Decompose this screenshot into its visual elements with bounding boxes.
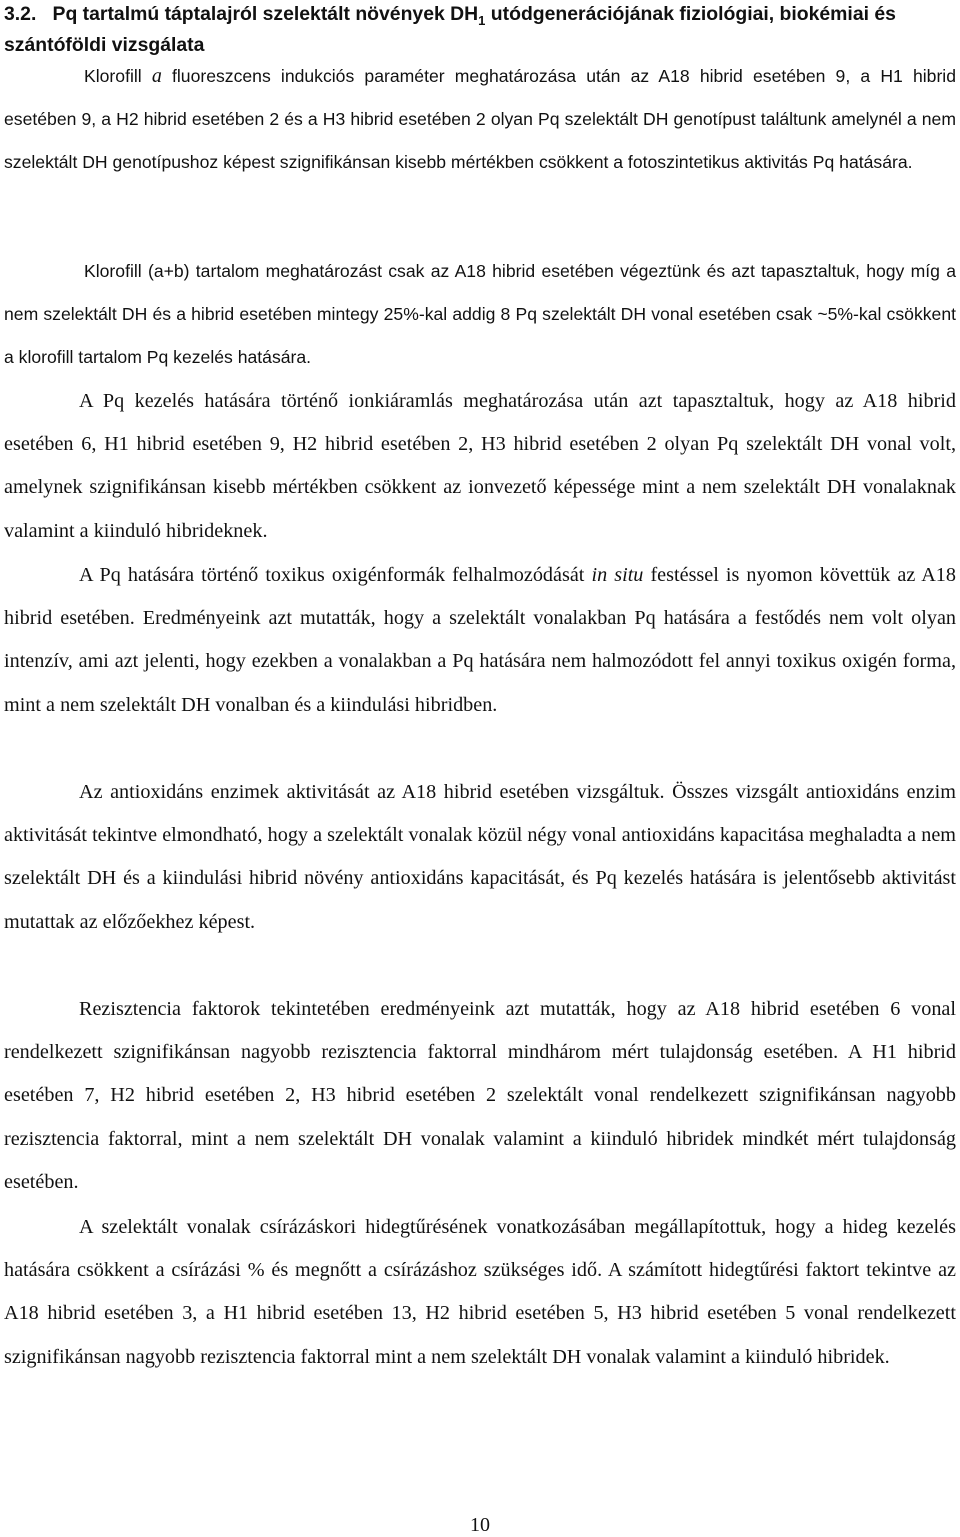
section-heading: [4, 0, 954, 61]
page-number: 10: [470, 1514, 490, 1536]
section-title-subscript: 1: [478, 12, 486, 28]
paragraph-ion-leakage: [4, 380, 956, 553]
paragraph-chlorophyll-content: [4, 250, 956, 380]
p1-italic-a: a: [151, 65, 162, 87]
paragraph-toxic-oxygen: [4, 554, 956, 727]
paragraph-antioxidant-enzymes: [4, 771, 956, 944]
p3-text: A Pq kezelés hatására történő ionkiáramlás meghatározása után azt tapasztaltuk, hogy az A18 hibrid esetében 6, H1 hibrid esetében 9, H2 hibrid esetében 2, H3 hibrid esetében 2 olyan Pq szelektált DH vonal volt, amelynek szignifikánsan kisebb mértékben csökkent az ionvezető képessége mint a nem szelektált DH vonalaknak valamint a kiinduló hibrideknek.: [4, 390, 956, 542]
paragraph-chlorophyll-fluorescence: [4, 55, 956, 185]
p4-text-end: festéssel is nyomon követtük az A18 hibrid esetében. Eredményeink azt mutatták, hogy a szelektált vonalakban Pq hatására a festődés nem volt olyan intenzív, ami azt jelenti, hogy ezekben a vonalakban a Pq hatására nem halmozódott fel annyi toxikus oxigén forma, mint a nem szelektált DH vonalban és a kiindulási hibridben.: [4, 564, 956, 716]
section-title-part1: Pq tartalmú táptalajról szelektált növények DH: [52, 3, 479, 25]
section-title-part2: utódgenerációjának fiziológiai, biokémiai és szántóföldi vizsgálata: [4, 3, 896, 56]
p5-text: Az antioxidáns enzimek aktivitását az A18 hibrid esetében vizsgáltuk. Összes vizsgált antioxidáns enzim aktivitását tekintve elmondható, hogy a szelektált vonalak közül négy vonal antioxidáns kapacitása meghaladta a nem szelektált DH és a kiindulási hibrid növény antioxidáns kapacitását, és Pq kezelés hatására is jelentősebb aktivitást mutattak az előzőekhez képest.: [4, 781, 956, 933]
section-number: 3.2.: [4, 3, 37, 25]
paragraph-resistance-factors: [4, 988, 956, 1204]
p7-text: A szelektált vonalak csírázáskori hidegtűrésének vonatkozásában megállapítottuk, hogy a hideg kezelés hatására csökkent a csírázási % és megnőtt a csírázáshoz szükséges idő. A számított hidegtűrési faktort tekintve az A18 hibrid esetében 3, a H1 hibrid esetében 13, H2 hibrid esetében 5, H3 hibrid esetében 5 vonal rendelkezett szignifikánsan nagyobb rezisztencia faktorral mint a nem szelektált DH vonalak valamint a kiinduló hibridek.: [4, 1216, 956, 1368]
p1-text-end: fluoreszcens indukciós paraméter meghatározása után az A18 hibrid esetében 9, a H1 hibrid esetében 9, a H2 hibrid esetében 2 és a H3 hibrid esetében 2 olyan Pq szelektált DH genotípust találtunk amelynél a nem szelektált DH genotípushoz képest szignifikánsan kisebb mértékben csökkent a fotoszintetikus aktivitás Pq hatására.: [4, 66, 956, 173]
p1-text-start: Klorofill: [84, 66, 152, 86]
p4-text-start: A Pq hatására történő toxikus oxigénformák felhalmozódását: [79, 564, 592, 586]
paragraph-cold-tolerance: [4, 1206, 956, 1379]
p4-italic-in-situ: in situ: [591, 564, 644, 586]
p2-text: Klorofill (a+b) tartalom meghatározást csak az A18 hibrid esetében végeztünk és azt tapasztaltuk, hogy míg a nem szelektált DH és a hibrid esetében mintegy 25%-kal addig 8 Pq szelektált DH vonal esetében csak ~5%-kal csökkent a klorofill tartalom Pq kezelés hatására.: [4, 261, 956, 368]
p6-text: Rezisztencia faktorok tekintetében eredményeink azt mutatták, hogy az A18 hibrid esetében 6 vonal rendelkezett szignifikánsan nagyobb rezisztencia faktorral mindhárom mért tulajdonság esetében. A H1 hibrid esetében 7, H2 hibrid esetében 2, H3 hibrid esetében 2 szelektált vonal rendelkezett szignifikánsan nagyobb rezisztencia faktorral, mint a nem szelektált DH vonalak valamint a kiinduló hibridek mindkét mért tulajdonság esetében.: [4, 998, 956, 1193]
